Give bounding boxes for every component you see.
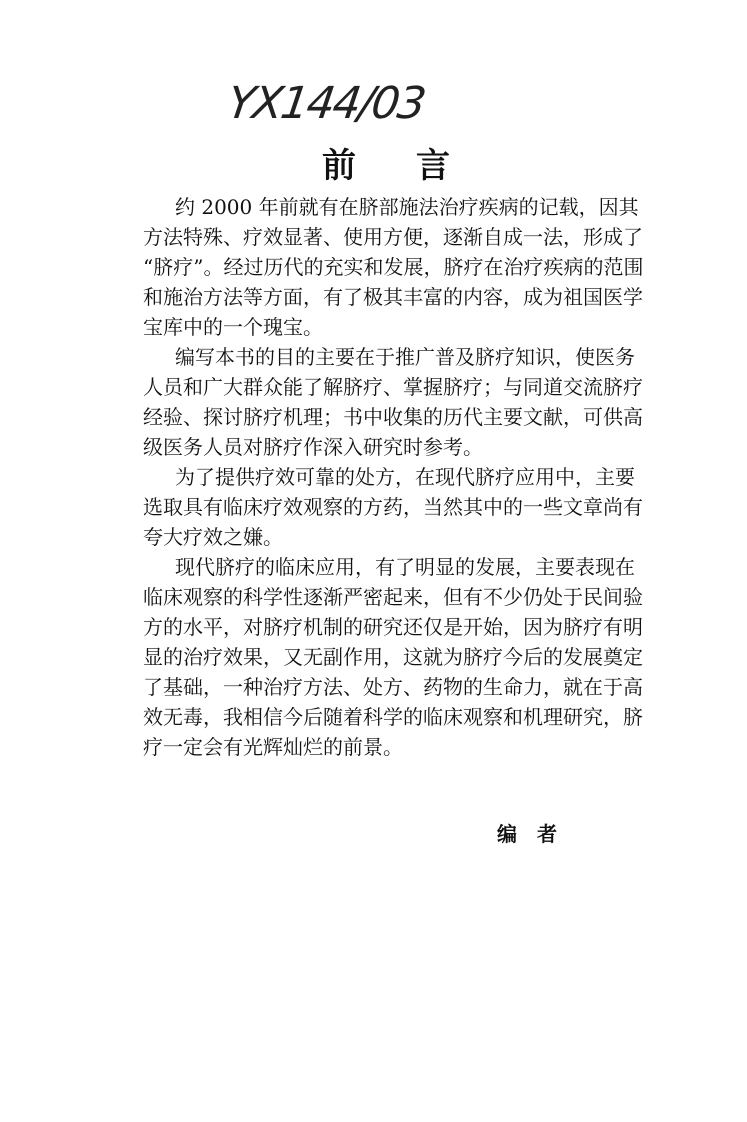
text-line: “脐疗”。经过历代的充实和发展，脐疗在治疗疾病的范围	[143, 255, 644, 279]
text-line: 选取具有临床疗效观察的方药，当然其中的一些文章尚有	[143, 495, 643, 519]
text-line: 了基础，一种治疗方法、处方、药物的生命力，就在于高	[143, 675, 643, 699]
text-line: 疗一定会有光辉灿烂的前景。	[143, 735, 403, 759]
text-line: 现代脐疗的临床应用，有了明显的发展，主要表现在	[175, 555, 635, 579]
text-line: 人员和广大群众能了解脐疗、掌握脐疗；与同道交流脐疗	[143, 375, 643, 399]
signature-char: 者	[537, 822, 557, 846]
text-line: 为了提供疗效可靠的处方，在现代脐疗应用中，主要	[175, 465, 635, 489]
handwritten-catalog-mark: YX144/03	[224, 78, 428, 129]
text-line: 显的治疗效果，又无副作用，这就为脐疗今后的发展奠定	[143, 645, 643, 669]
text-line: 宝库中的一个瑰宝。	[143, 315, 323, 339]
text-line: 约 2000 年前就有在脐部施法治疗疾病的记载，因其	[175, 195, 639, 219]
author-signature	[497, 818, 557, 847]
title-char: 言	[416, 146, 450, 186]
text-line: 临床观察的科学性逐渐严密起来，但有不少仍处于民间验	[143, 585, 643, 609]
text-line: 效无毒，我相信今后随着科学的临床观察和机理研究，脐	[143, 705, 643, 729]
text-line: 方法特殊、疗效显著、使用方便，逐渐自成一法，形成了	[143, 225, 643, 249]
text-line: 夸大疗效之嫌。	[143, 525, 283, 549]
title-char: 前	[322, 146, 356, 186]
preface-body	[143, 192, 644, 762]
text-line: 级医务人员对脐疗作深入研究时参考。	[143, 435, 483, 459]
signature-char: 编	[497, 822, 517, 846]
text-line: 经验、探讨脐疗机理；书中收集的历代主要文献，可供高	[143, 405, 643, 429]
text-line: 编写本书的目的主要在于推广普及脐疗知识，使医务	[175, 345, 635, 369]
page-title	[322, 138, 450, 187]
text-line: 方的水平，对脐疗机制的研究还仅是开始，因为脐疗有明	[143, 615, 643, 639]
text-line: 和施治方法等方面，有了极其丰富的内容，成为祖国医学	[143, 285, 643, 309]
